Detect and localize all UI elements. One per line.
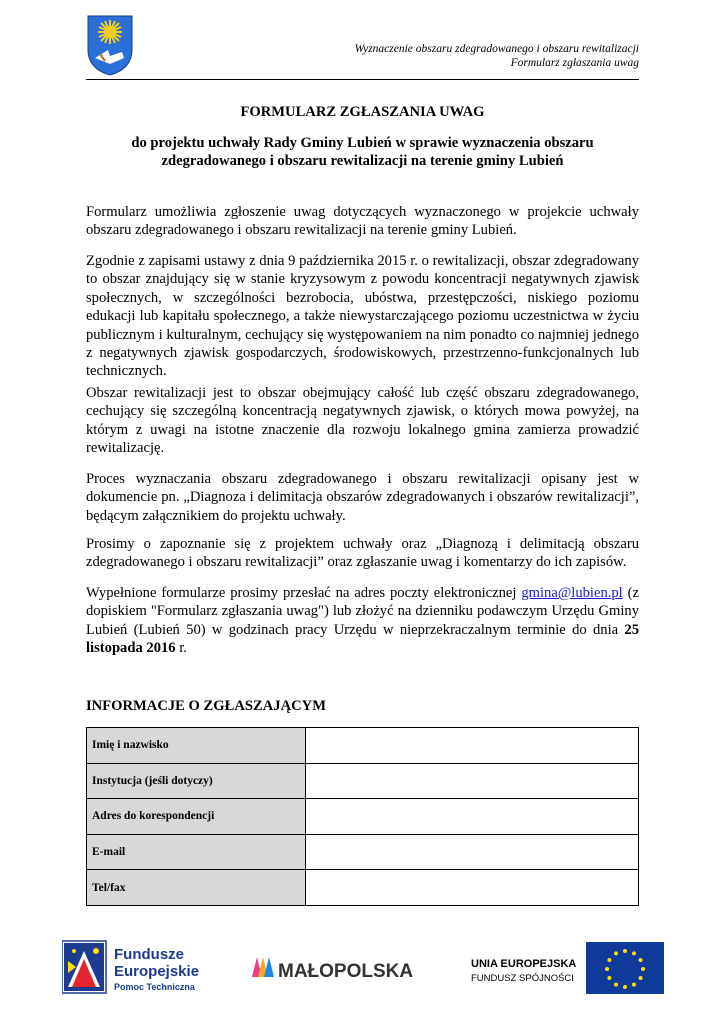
row-label-institution: Instytucja (jeśli dotyczy) [87,763,306,799]
submitter-info-table [86,727,639,906]
paragraph-1: Formularz umożliwia zgłoszenie uwag dotyczących wyznaczonego w projekcie uchwały obszaru zdegradowanego i obszaru rewitalizacji na terenie gminy Lubień. [86,204,639,239]
email-field[interactable] [306,834,639,870]
paragraph-3: Obszar rewitalizacji jest to obszar obejmujący całość lub część obszaru zdegradowanego, cechujący się szczególną koncentracją negatywnych zjawisk, o których mowa powyżej, na którym z uwagi na istotne znaczenie dla rozwoju lokalnego gmina zamierza prowadzić rewitalizację. [86,385,639,457]
row-label-email: E-mail [87,834,306,870]
ue-line1: UNIA EUROPEJSKA [471,958,577,970]
paragraph-2: Zgodnie z zapisami ustawy z dnia 9 października 2015 r. o rewitalizacji, obszar zdegradowany to obszar znajdujący się w stanie kryzysowym z powodu koncentracji negatywnych zjawisk społecznych, w szczególności bezrobocia, ubóstwa, przestępczości, niskiego poziomu edukacji lub kapitału społecznego, a także niewystarczającego poziomu uczestnictwa w życiu publicznym i kulturalnym, cechujący się występowaniem na nim ponadto co najmniej jednego z negatywnych zjawisk gospodarczych, środowiskowych, przestrzenno-funkcjonalnych lub technicznych. [86,253,639,380]
fe-line2: Europejskie [114,963,200,980]
eu-flag-icon [586,942,664,994]
fundusze-europejskie-logo [62,941,199,993]
table-row [87,763,639,799]
footer-logos [62,937,664,997]
table-row [87,870,639,906]
row-label-phone: Tel/fax [87,870,306,906]
address-field[interactable] [306,799,639,835]
paragraph-4: Proces wyznaczania obszaru zdegradowanego i obszaru rewitalizacji opisany jest w dokumencie pn. „Diagnoza i delimitacja obszarów zdegradowanych i obszarów rewitalizacji”, będącym załącznikiem do projektu uchwały. [86,471,639,524]
paragraph-5: Prosimy o zapoznanie się z projektem uchwały oraz „Diagnozą i delimitacją obszaru zdegradowanego i obszaru rewitalizacji” oraz zgłaszanie uwag i komentarzy do ich zapisów. [86,536,639,571]
page-header [355,42,639,70]
table-row [87,799,639,835]
malopolska-logo [252,957,413,982]
phone-field[interactable] [306,870,639,906]
row-label-address: Adres do korespondencji [87,799,306,835]
row-label-name: Imię i nazwisko [87,728,306,764]
table-row [87,834,639,870]
email-link[interactable]: gmina@lubien.pl [521,585,623,601]
document-subtitle: do projektu uchwały Rady Gminy Lubień w sprawie wyznaczenia obszaru zdegradowanego i obszaru rewitalizacji na terenie gminy Lubień [131,135,594,169]
ue-line2: FUNDUSZ SPÓJNOŚCI [471,973,574,984]
section-title: INFORMACJE O ZGŁASZAJĄCYM [86,698,326,714]
deadline-date: 25 listopada 2016 [86,621,639,657]
contact-paragraph: Wypełnione formularze prosimy przesłać na adres poczty elektronicznej gmina@lubien.pl (z dopiskiem "Formularz zgłaszania uwag") lub złożyć na dzienniku podawczym Urzędu Gminy Lubień (Lubień 50) w godzinach pracy Urzędu w nieprzekraczalnym terminie do dnia 25 listopada 2016 r. [86,585,639,657]
institution-field[interactable] [306,763,639,799]
document-title: FORMULARZ ZGŁASZANIA UWAG [240,104,485,120]
name-field[interactable] [306,728,639,764]
fe-line1: Fundusze [114,946,184,963]
header-divider [86,79,639,80]
header-line-2: Formularz zgłaszania uwag [510,57,639,69]
table-row [87,728,639,764]
fe-line3: Pomoc Techniczna [114,982,195,992]
crest-logo [86,14,134,76]
malopolska-text: MAŁOPOLSKA [278,961,414,982]
header-line-1: Wyznaczenie obszaru zdegradowanego i obszaru rewitalizacji [354,43,639,55]
